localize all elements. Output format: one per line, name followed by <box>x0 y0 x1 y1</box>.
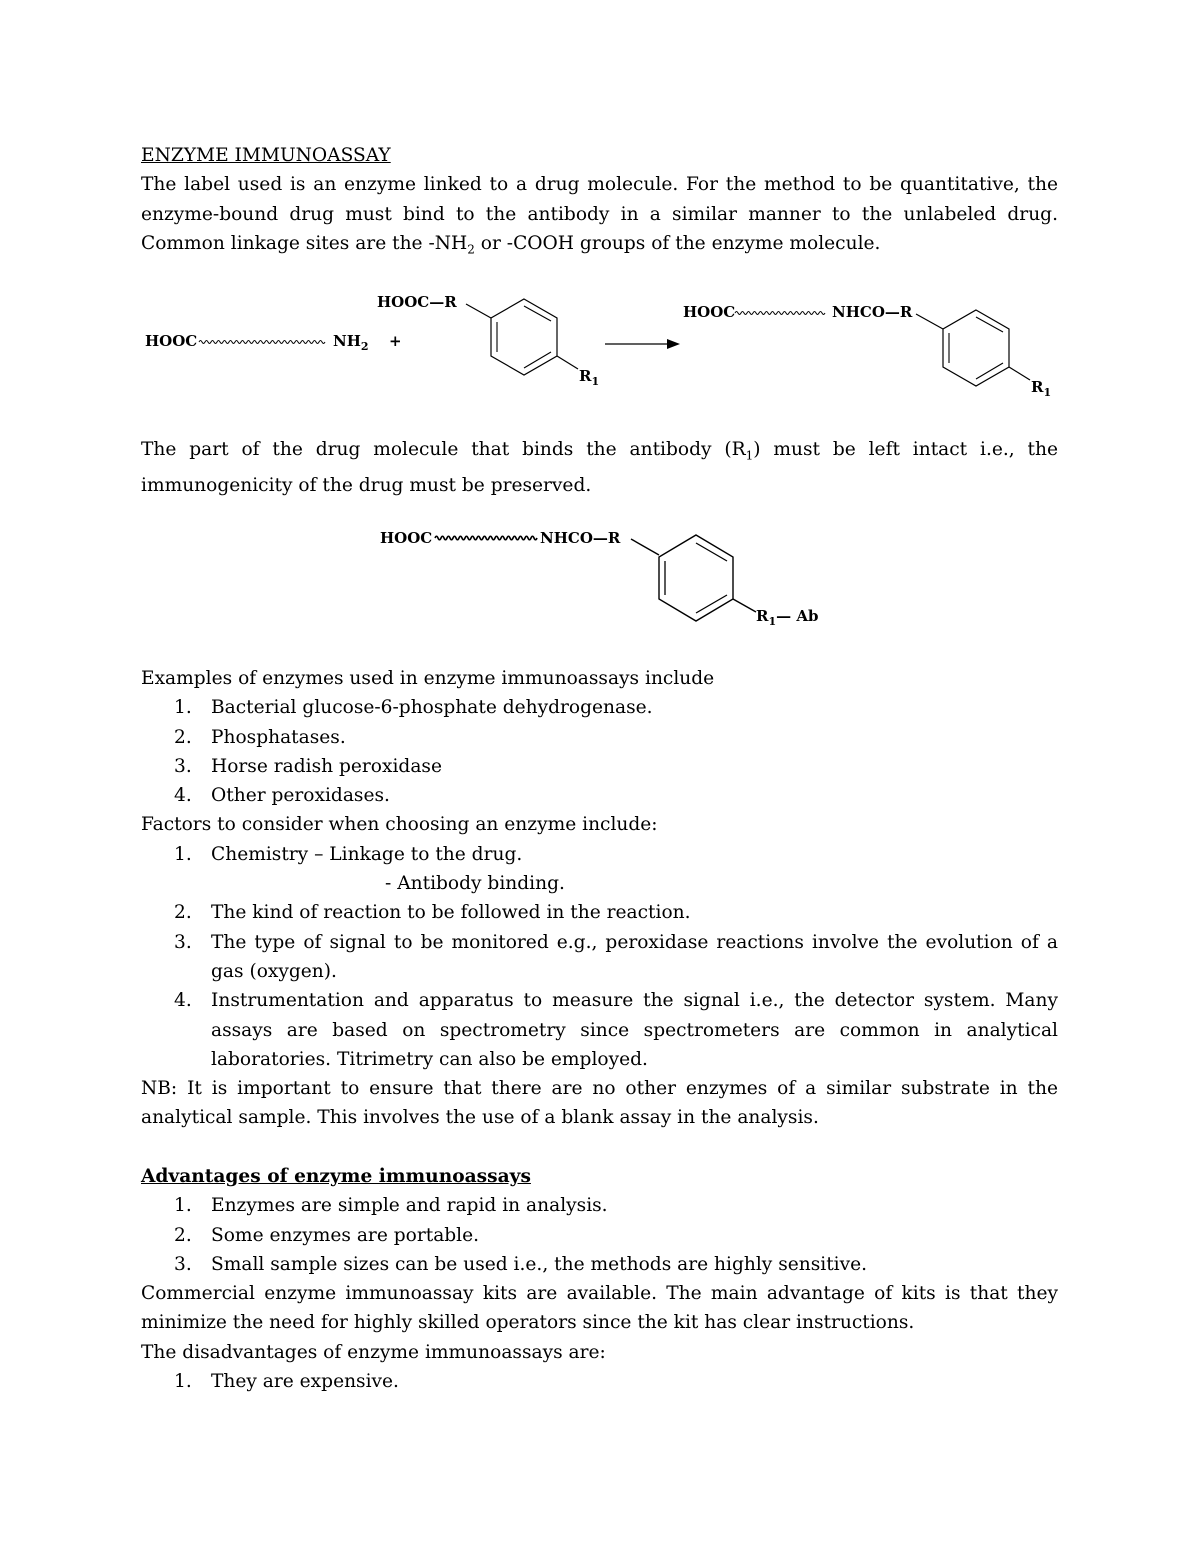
list-item: 4. Other peroxidases. <box>174 785 390 807</box>
examples-list <box>141 693 1058 810</box>
list-item: 2. Some enzymes are portable. <box>174 1224 480 1246</box>
benzene-ring-conjugate <box>659 535 733 621</box>
kits-paragraph: Commercial enzyme immunoassay kits are available. The main advantage of kits is that they minimize the need for highly skilled operators since the kit has clear instructions. <box>141 1283 1058 1334</box>
page-title: ENZYME IMMUNOASSAY <box>141 145 391 166</box>
benzene-ring-reagent <box>491 299 557 375</box>
wavy-linker-product <box>735 312 825 315</box>
conjugate-bond <box>631 539 659 555</box>
product-amide-label: NHCO—R <box>832 303 913 321</box>
antibody-binding-paragraph: The part of the drug molecule that binds the antibody $(R_1)$ must be left intact i.e., the immunogenicity of the drug must be preserved. <box>141 439 1058 497</box>
conjugate-r1-ab-label: $R_1—$ Ab <box>756 607 819 628</box>
conjugate-acid-label: HOOC <box>380 529 433 547</box>
wavy-linker <box>199 341 325 344</box>
antibody-conjugate-structure <box>0 515 1200 635</box>
r1-label: $R_1$ <box>579 367 600 388</box>
conjugate-amide-label: NHCO—R <box>540 529 621 547</box>
product-bond <box>916 314 943 329</box>
reaction-scheme <box>0 280 1200 410</box>
list-item: 1. Bacterial glucose-6-phosphate dehydrogenase. <box>174 697 653 719</box>
conjugate-wavy-linker <box>435 536 537 540</box>
list-item: 3. The type of signal to be monitored e.g., peroxidase reactions involve the evolution of a gas (oxygen). <box>174 931 1058 982</box>
reaction-arrow <box>605 339 680 349</box>
factors-intro: Factors to consider when choosing an enzyme include: <box>141 814 658 836</box>
advantages-list <box>141 1191 1058 1279</box>
list-item: 3. Horse radish peroxidase <box>174 755 442 777</box>
reagent-label: HOOC—R <box>377 293 457 311</box>
factors-list <box>141 840 1058 1074</box>
nb-paragraph: NB: It is important to ensure that there are no other enzymes of a similar substrate in the analytical sample. This involves the use of a blank assay in the analysis. <box>141 1078 1058 1129</box>
conjugate-r1-bond <box>733 599 756 612</box>
list-item: 4. Instrumentation and apparatus to measure the signal i.e., the detector system. Many assays are based on spectrometry since spectrometers are common in analytical laboratories. Titrimetry can also be employed. <box>174 990 1058 1070</box>
advantages-section <box>141 1162 1058 1396</box>
disadvantages-list <box>141 1367 1058 1396</box>
examples-intro: Examples of enzymes used in enzyme immunoassays include <box>141 668 715 689</box>
product-r1-bond <box>1009 367 1030 380</box>
list-item: 1. Chemistry – Linkage to the drug. - Antibody binding. <box>141 840 1058 899</box>
advantages-heading: Advantages of enzyme immunoassays <box>141 1166 531 1187</box>
product-r1-label: $R_1$ <box>1031 378 1052 399</box>
reactant-acid-label: HOOC <box>145 332 198 350</box>
reagent-bond <box>466 304 491 318</box>
benzene-ring-product <box>943 310 1009 386</box>
r1-bond <box>557 356 578 369</box>
list-subline: - Antibody binding. <box>385 873 565 895</box>
list-item: 1. They are expensive. <box>174 1371 399 1393</box>
intro-section <box>141 141 1058 265</box>
list-item: 1. Enzymes are simple and rapid in analysis. <box>174 1195 608 1217</box>
plus-sign: + <box>389 332 402 350</box>
list-item: 2. Phosphatases. <box>174 726 346 748</box>
enzymes-section <box>141 664 1058 1133</box>
list-item: 2. The kind of reaction to be followed in the reaction. <box>174 902 691 924</box>
list-item: 3. Small sample sizes can be used i.e., the methods are highly sensitive. <box>174 1253 868 1275</box>
disadvantages-intro: The disadvantages of enzyme immunoassays are: <box>141 1341 606 1363</box>
product-acid-label: HOOC <box>683 303 736 321</box>
amine-label: $NH_2$ <box>333 332 369 353</box>
intro-paragraph: The label used is an enzyme linked to a drug molecule. For the method to be quantitative, the enzyme-bound drug must bind to the antibody in a similar manner to the unlabeled drug. Common linkage sites are the $-NH_2$ or -COOH groups of the enzyme molecule. <box>141 174 1058 257</box>
